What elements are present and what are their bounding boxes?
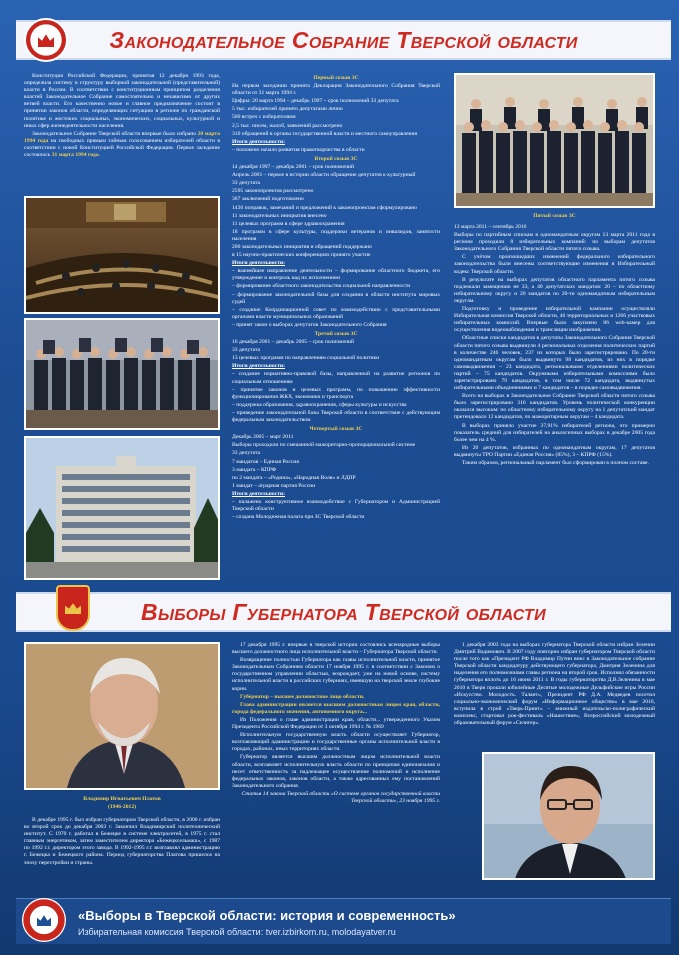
fifth-convocation-text <box>454 224 655 468</box>
platov-portrait <box>24 642 220 790</box>
gov-quote: Глава администрации является высшим должностным лицом края, области, города федерального значения, автономного округа... <box>232 701 440 715</box>
conv3-line: 13 целевых программ по направлениям социальной политики <box>232 355 380 362</box>
conv1-line: 5 тыс. избирателей принято депутатами лично <box>232 106 343 113</box>
conv2-line: 33 депутата <box>232 180 260 187</box>
conv4-result: – создана Молодежная палата при ЗС Тверской области <box>232 514 365 521</box>
platov-bio <box>24 817 220 868</box>
conv2-line: 11 целевых программ в сфере здравоохранения <box>232 220 345 227</box>
platov-years: (1946-2012) <box>108 804 136 810</box>
gov-paragraph: 17 декабря 1995 г. впервые в тверской истории состоялись всенародные выборы высшего должностного лица исполнительной власти – Губернатора Тверской области. <box>232 642 440 656</box>
convocation-3-heading: Третий созыв ЗС <box>314 331 358 337</box>
conv1-line: На первом заседании принята Декларация Законодательного Собрания Тверской области от 31 марта 1994 г. <box>232 83 440 97</box>
footer-subtitle: Избирательная комиссия Тверской области: tver.izbirkom.ru, molodayatver.ru <box>78 927 396 937</box>
conv3-result: – приведение законодательной базы Тверской области в соответствие с действующим федеральным законодательством <box>232 409 440 424</box>
conv4-results-label: Итоги деятельности: <box>232 490 285 497</box>
convocations-text <box>232 73 440 522</box>
conv1-line: Цифры: 20 марта 1994 – декабрь 1997 – срок полномочий 33 депутата <box>232 98 399 105</box>
conv2-line: в 15 научно-практических конференциях принято участие <box>232 252 371 259</box>
election-commission-logo-icon <box>22 898 66 942</box>
conv1-results-label: Итоги деятельности: <box>232 138 285 145</box>
deputies-group-photo <box>24 318 220 430</box>
conv4-line: Декабрь 2005 – март 2011 <box>232 434 294 441</box>
conv2-line: 2595 законопроектов рассмотрено <box>232 188 314 195</box>
governor-law-text <box>232 642 440 806</box>
gov-paragraph: Губернатор является высшим должностным лицом исполнительной власти области, возглавляет исполнительную власть области по принципам единоначалия и несет ответственность за надлежащее осуществление полномочий и исполнение федеральных законов, законов области, а также адресованных ему постановлений Законодательного собрания. <box>232 754 440 789</box>
gov-citation: Статья 14 закона Тверской области «О системе органов государственной власти Тверской области», 23 ноября 1995 г. <box>241 790 440 804</box>
conv2-line: 367 заключений подготовлено <box>232 196 304 203</box>
convocation-4-heading: Четвертый созыв ЗС <box>309 426 363 433</box>
conv1-line: 500 встреч с избирателями <box>232 114 296 121</box>
conv1-line: 2,5 тыс. писем, жалоб, заявлений рассмотрено <box>232 122 343 129</box>
gov-paragraph: Возвращение полностью Губернатора как главы исполнительной власти, принятое Законодательным Собранием области 17 ноября 1995 г. в соответствии с Законом о государственном управлении областью, возрождает, уже на новой основе, систему исполнительной власти в российских губерниях, имевшую на тверской земле глубокие корни. <box>232 657 440 692</box>
platov-name: Владимир Игнатьевич Платов <box>83 796 161 802</box>
section-title: Выборы Губернатора Тверской области <box>141 598 546 625</box>
conv2-result: – принят закон о выборах депутатов Законодательного Собрания <box>232 321 387 328</box>
conv5-paragraph: Таким образом, региональный парламент был сформирован в полном составе. <box>462 460 649 466</box>
conv5-paragraph: Из 20 депутатов, избранных по одномандатным округам, 17 депутатов выдвинуты ТРО Партии «Единая Россия» (85%), 3 – КПРФ (15%). <box>454 444 655 458</box>
conv5-line: Выборы по партийным спискам в одномандатным округам 13 марта 2011 года в регионе проходили 8 избирательных компаний: по выборам депутатов Законодательного Собрания Тверской области пятого созыва. <box>454 232 655 253</box>
fifth-convocation-caption: Пятый созыв ЗС <box>533 213 576 219</box>
conv3-result: – принятие законов и целевых программ, по повышению эффективности функционирования ЖКХ, экономики и транспорта <box>232 386 440 400</box>
conv5-paragraph: Областные списки кандидатов в депутаты Законодательного Собрания Тверской области пятого созыва выдвинули 4 региональных отделения политических партий в количестве 246 человек, 237 из которых было зарегистрировано. По 20-ти одномандатным округам было выдвинуто 98 кандидатов, из них в порядке самовыдвижения – 23 кандидата, региональными отделениями политических партий – 75 кандидатов. Окружными избирательными комиссиями было зарегистрировано 79 кандидатов, в том числе 72 кандидата, выдвинутых избирательными объединениями и 7 кандидатов – в порядке самовыдвижения. <box>454 335 655 392</box>
conv4-result: – налажено конструктивное взаимодействие с Губернатором и Администрацией Тверской области <box>232 498 440 513</box>
gov-quote: Губернатор – высшее должностное лицо области. <box>240 693 365 700</box>
gov-paragraph: Исполнительную государственную власть области осуществляет Губернатор, возглавляющий администрацию и государственные органы исполнительной власти в городах, районах, иных территориях области. <box>232 732 440 753</box>
conv3-line: 33 депутата <box>232 347 260 354</box>
conv2-line: 11 законодательных инициатив внесено <box>232 212 327 219</box>
conv2-line: 18 программ в сфере культуры, поддержки ветеранов и инвалидов, занятости населения <box>232 228 440 242</box>
conv3-result: – поддержка образования, здравоохранения, сферы культуры и искусства <box>232 401 407 408</box>
conv2-result: – формирование законодательной базы для создания в области института мировых судей <box>232 291 440 305</box>
page-title: Законодательное Собрание Тверской области <box>109 26 578 53</box>
convocation-2-heading: Второй созыв ЗС <box>314 155 358 162</box>
conv4-line: 1 мандат – аграрная партия России <box>232 482 316 489</box>
conv5-paragraph: С учётом произошедших изменений федерального избирательного законодательства были внесены соответствующие изменения в Избирательный кодекс Тверской области. <box>454 254 655 275</box>
conv2-result: – формирование областного законодательства социальной направленности <box>232 283 411 290</box>
conv1-line: 310 обращений в органы государственной власти и местного самоуправления <box>232 130 418 137</box>
intro-paragraph-2: Законодательное Собрание Тверской области впервые было избрано 20 марта 1994 года на свободных прямым тайным голосованием избирателей области в соответствии с новой Конституцией Российской Федерации. Первое заседание состоялось 31 марта 1994 года. <box>24 130 221 159</box>
conv5-paragraph: В результате на выборах депутатов областного парламента пятого созыва подлежали замещению не 33, а 40 депутатских мандатов: 20 – по областному избирательному округу и 20 мандатов по 20-ти одномандатным избирательным округам. <box>454 276 655 304</box>
intro-paragraph-1: Конституция Российской Федерации, принятая 12 декабря 1993 года, определила систему и структуру выборной законодательной (представительной) власти в России. В соответствии с конституционным принципом разделения властей Законодательное Собрание самостоятельно и независимо от других ветвей власти. Его качественно новое и главное предназначение состоит в принятии законов области, определяющих ситуацию в регионе по гражданской политике и жестоких социальных, экономических, социальных, культурной и иных сфер жизнедеятельности населения. <box>24 73 220 129</box>
fifth-convocation-photo <box>454 73 655 208</box>
gov-paragraph: Из Положения о главе администрации края, области... утвержденного Указом Президента Российской Федерации от 3 октября 1994 г. № 1969 <box>232 716 440 731</box>
conv2-line: 14 декабря 1997 – декабрь 2001 – срок полномочий <box>232 164 355 171</box>
convocation-1-heading: Первый созыв ЗС <box>313 75 359 81</box>
conv2-line: 1430 поправок, замечаний и предложений к законопроектам сформулировано <box>232 204 417 211</box>
top-banner <box>16 20 671 60</box>
conv4-line: по 2 мандата – «Родина», «Народная Воля» и ЛДПР <box>232 474 356 481</box>
conv2-line: 200 законодательных инициатив и обращений поддержано <box>232 243 372 250</box>
zelenin-bio <box>454 642 655 728</box>
conv4-line: Выборы проходили по смешанной мажоритарно-пропорциональной системе <box>232 442 416 449</box>
conv3-line: 16 декабря 2001 – декабрь 2005 – срок полномочий <box>232 339 355 346</box>
conv4-line: 33 депутата <box>232 450 260 457</box>
conv5-paragraph: Всего на выборах в Законодательное Собрание Тверской области пятого созыва было зарегистрировано 316 кандидатов. Уровень политической конкуренции оказался высоким: по областному избирательному округу на 1 депутатский мандат претендовало 12 кандидатов, по мажоритарным округам – 4 кандидата. <box>454 393 655 421</box>
assembly-building-photo <box>24 436 220 580</box>
conv5-paragraph: Подготовку и проведение избирательной кампании осуществляли Избирательная комиссия Тверской области, 46 территориальных и 1266 участковых избирательных комиссий. Впервые было закуплено 86 web-камер для осуществления видеонаблюдения и трансляции изображения. <box>454 306 655 334</box>
conv5-line: 13 марта 2011 – сентябрь 2016 <box>454 224 527 230</box>
conv3-results-label: Итоги деятельности: <box>232 363 285 370</box>
conv2-result: – создание Координационной совет по взаимодействию с представительными органами власти муниципальных образований <box>232 306 440 320</box>
zelenin-portrait <box>482 752 655 880</box>
platov-bio-text: В декабре 1995 г. был избран губернатором Тверской области, в 2000 г. избран во второй срок до декабря 2003 г. Закончил Владимирский политехнический институт. С 1970 г. работал в Бежецке в системе электросетей, в 1975 г. стал главным энергетиком, затем заместителем директора «Бежецксельмаш», с 1987 по 1992 г.г. директором этого завода. В 1992-1995 г.г. возглавлял администрацию г. Бежецка и Бежецкого района. Период губернаторства Платова пришелся на эпоху перестройки и страны. <box>24 817 220 866</box>
zelenin-bio-text: 1 декабря 2003 года на выборах губернатора Тверской области избран Зеленин Дмитрий Вадимович. В 2007 году повторно избран губернатором Тверской области после того как «Президент РФ Владимир Путин внес в Законодательное собрание Тверской области кандидатуру действующего губернатора, Дмитрия Зеленина для наделения его полномочиями главы региона на второй срок. Исполнял обязанности губернатора вплоть до 16 июня 2011 г. В годы губернаторства Д.В.Зеленина в мае 2010 в Твери прошли юбилейные Десятые молодежные Дельфийские игры России «Искусство. Молодость. Талант», Президент РФ Д.А. Медведев посетил социально-экономический форум «Информационное общество» в мае 2010, вступила в строй «Тверь-Принт» – книжный издательско-полиграфический комплекс, стартовал рок-фестиваль «Нашествие», Всероссийский молодежный образовательный форум «Селигер». <box>454 642 655 727</box>
conv5-paragraph: В выборах приняло участие 37,91% избирателей региона, что примерно показатель средний для избирателей на аналогичных выборах в декабре 2005 года более чем на 4 %. <box>454 422 655 443</box>
conv1-result: – положено начало развития правотворчества в области <box>232 146 365 153</box>
conv3-result: – создание нормативно-правовой базы, направленной на развитие регионов по социальным отношениям <box>232 371 440 385</box>
governor-banner <box>16 592 671 632</box>
conv2-result: – важнейшее направление деятельности – формирование областного бюджета, его утверждение и контроль над их исполнением <box>232 268 440 282</box>
tver-coat-of-arms-icon <box>56 585 90 631</box>
conv2-line: Апрель 2001 – первое в истории области обращение депутатов к культурный <box>232 172 416 179</box>
emblem-icon <box>24 18 68 62</box>
conv4-line: 7 мандатов – Единая Россия <box>232 458 299 465</box>
conv2-results-label: Итоги деятельности: <box>232 260 285 267</box>
conv4-line: 3 мандата – КПРФ <box>232 466 277 473</box>
assembly-hall-photo <box>24 196 220 314</box>
footer-title: «Выборы в Тверской области: история и современность» <box>78 908 456 923</box>
intro-text <box>24 73 220 160</box>
